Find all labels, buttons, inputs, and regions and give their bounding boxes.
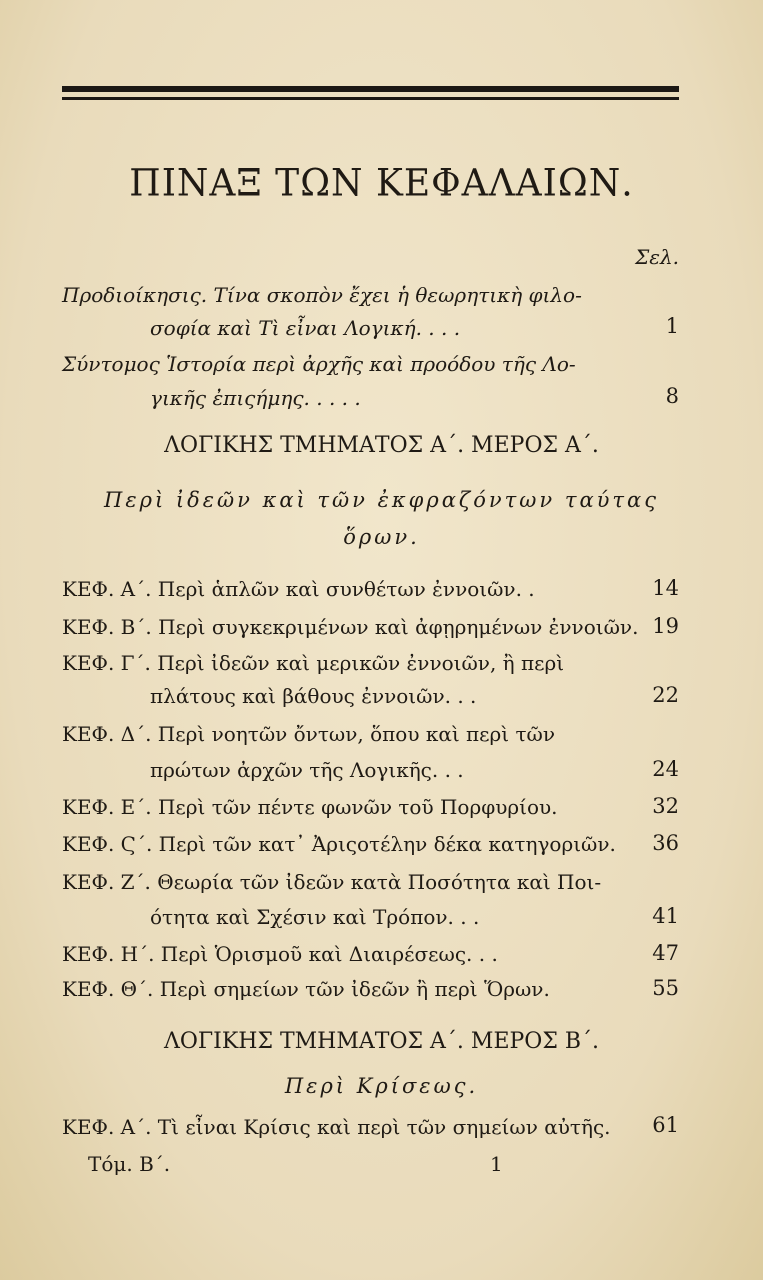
- chapter-2-a: ΚΕΦ. Α΄. Τὶ εἶναι Κρίσις καὶ περὶ τῶν σημείων αὐτῆς.: [62, 1115, 611, 1139]
- chapter-d-page: 24: [652, 757, 679, 781]
- section-1-subtitle-line-2: ὅρων.: [343, 525, 420, 549]
- section-2-subtitle: Περὶ Κρίσεως.: [284, 1074, 479, 1098]
- footer-signature-mark: 1: [490, 1152, 503, 1176]
- chapter-z-page: 41: [652, 904, 679, 928]
- chapter-a1-page: 14: [652, 576, 679, 600]
- chapter-a1: ΚΕΦ. Α΄. Περὶ ἁπλῶν καὶ συνθέτων ἐννοιῶν. .: [62, 577, 535, 601]
- chapter-g-line-2: πλάτους καὶ βάθους ἐννοιῶν. . .: [150, 684, 477, 708]
- chapter-b: ΚΕΦ. Β΄. Περὶ συγκεκριμένων καὶ ἀφῃρημένων ἐννοιῶν.: [62, 615, 639, 639]
- intro-1-line-1: Προδιοίκησις. Τίνα σκοπὸν ἔχει ἡ θεωρητικὴ φιλο-: [62, 283, 582, 307]
- chapter-st-page: 36: [652, 831, 679, 855]
- page-column-label: Σελ.: [635, 245, 679, 269]
- intro-1-line-2: σοφία καὶ Τὶ εἶναι Λογική. . . .: [150, 316, 461, 340]
- chapter-th: ΚΕΦ. Θ΄. Περὶ σημείων τῶν ἰδεῶν ἢ περὶ Ὅρων.: [62, 977, 550, 1001]
- intro-2-page: 8: [665, 384, 679, 408]
- chapter-b-page: 19: [652, 614, 679, 638]
- chapter-e: ΚΕΦ. Ε΄. Περὶ τῶν πέντε φωνῶν τοῦ Πορφυρίου.: [62, 795, 558, 819]
- chapter-i: ΚΕΦ. Η΄. Περὶ Ὁρισμοῦ καὶ Διαιρέσεως. . .: [62, 942, 498, 966]
- section-2-heading: ΛΟΓΙΚΗΣ ΤΜΗΜΑΤΟΣ Α΄. ΜΕΡΟΣ Β΄.: [163, 1029, 600, 1054]
- header-rule: [62, 86, 679, 100]
- chapter-e-page: 32: [652, 794, 679, 818]
- intro-1-page: 1: [665, 314, 679, 338]
- chapter-d-line-1: ΚΕΦ. Δ΄. Περὶ νοητῶν ὄντων, ὅπου καὶ περὶ τῶν: [62, 722, 556, 746]
- chapter-z-line-1: ΚΕΦ. Ζ΄. Θεωρία τῶν ἰδεῶν κατὰ Ποσότητα καὶ Ποι-: [62, 870, 602, 894]
- chapter-g-page: 22: [652, 683, 679, 707]
- section-1-subtitle-line-1: Περὶ ἰδεῶν καὶ τῶν ἐκφραζόντων ταύτας: [104, 488, 659, 512]
- intro-2-line-1: Σύντομος Ἱστορία περὶ ἀρχῆς καὶ προόδου τῆς Λο-: [62, 352, 576, 376]
- chapter-st: ΚΕΦ. Ϛ΄. Περὶ τῶν κατ᾽ Ἀριςοτέλην δέκα κατηγοριῶν.: [62, 832, 616, 856]
- section-1-heading: ΛΟΓΙΚΗΣ ΤΜΗΜΑΤΟΣ Α΄. ΜΕΡΟΣ Α΄.: [164, 433, 599, 458]
- chapter-g-line-1: ΚΕΦ. Γ΄. Περὶ ἰδεῶν καὶ μερικῶν ἐννοιῶν, ἢ περὶ: [62, 651, 565, 675]
- chapter-2-a-page: 61: [652, 1113, 679, 1137]
- footer-signature: Τόμ. Β΄.: [88, 1152, 171, 1176]
- chapter-z-line-2: ότητα καὶ Σχέσιν καὶ Τρόπον. . .: [150, 905, 480, 929]
- page-title: ΠΙΝΑΞ ΤΩΝ ΚΕΦΑΛΑΙΩΝ.: [129, 161, 634, 206]
- chapter-th-page: 55: [652, 976, 679, 1000]
- chapter-i-page: 47: [652, 941, 679, 965]
- chapter-d-line-2: πρώτων ἀρχῶν τῆς Λογικῆς. . .: [150, 758, 464, 782]
- intro-2-line-2: γικῆς ἐπιςήμης. . . . .: [150, 386, 361, 410]
